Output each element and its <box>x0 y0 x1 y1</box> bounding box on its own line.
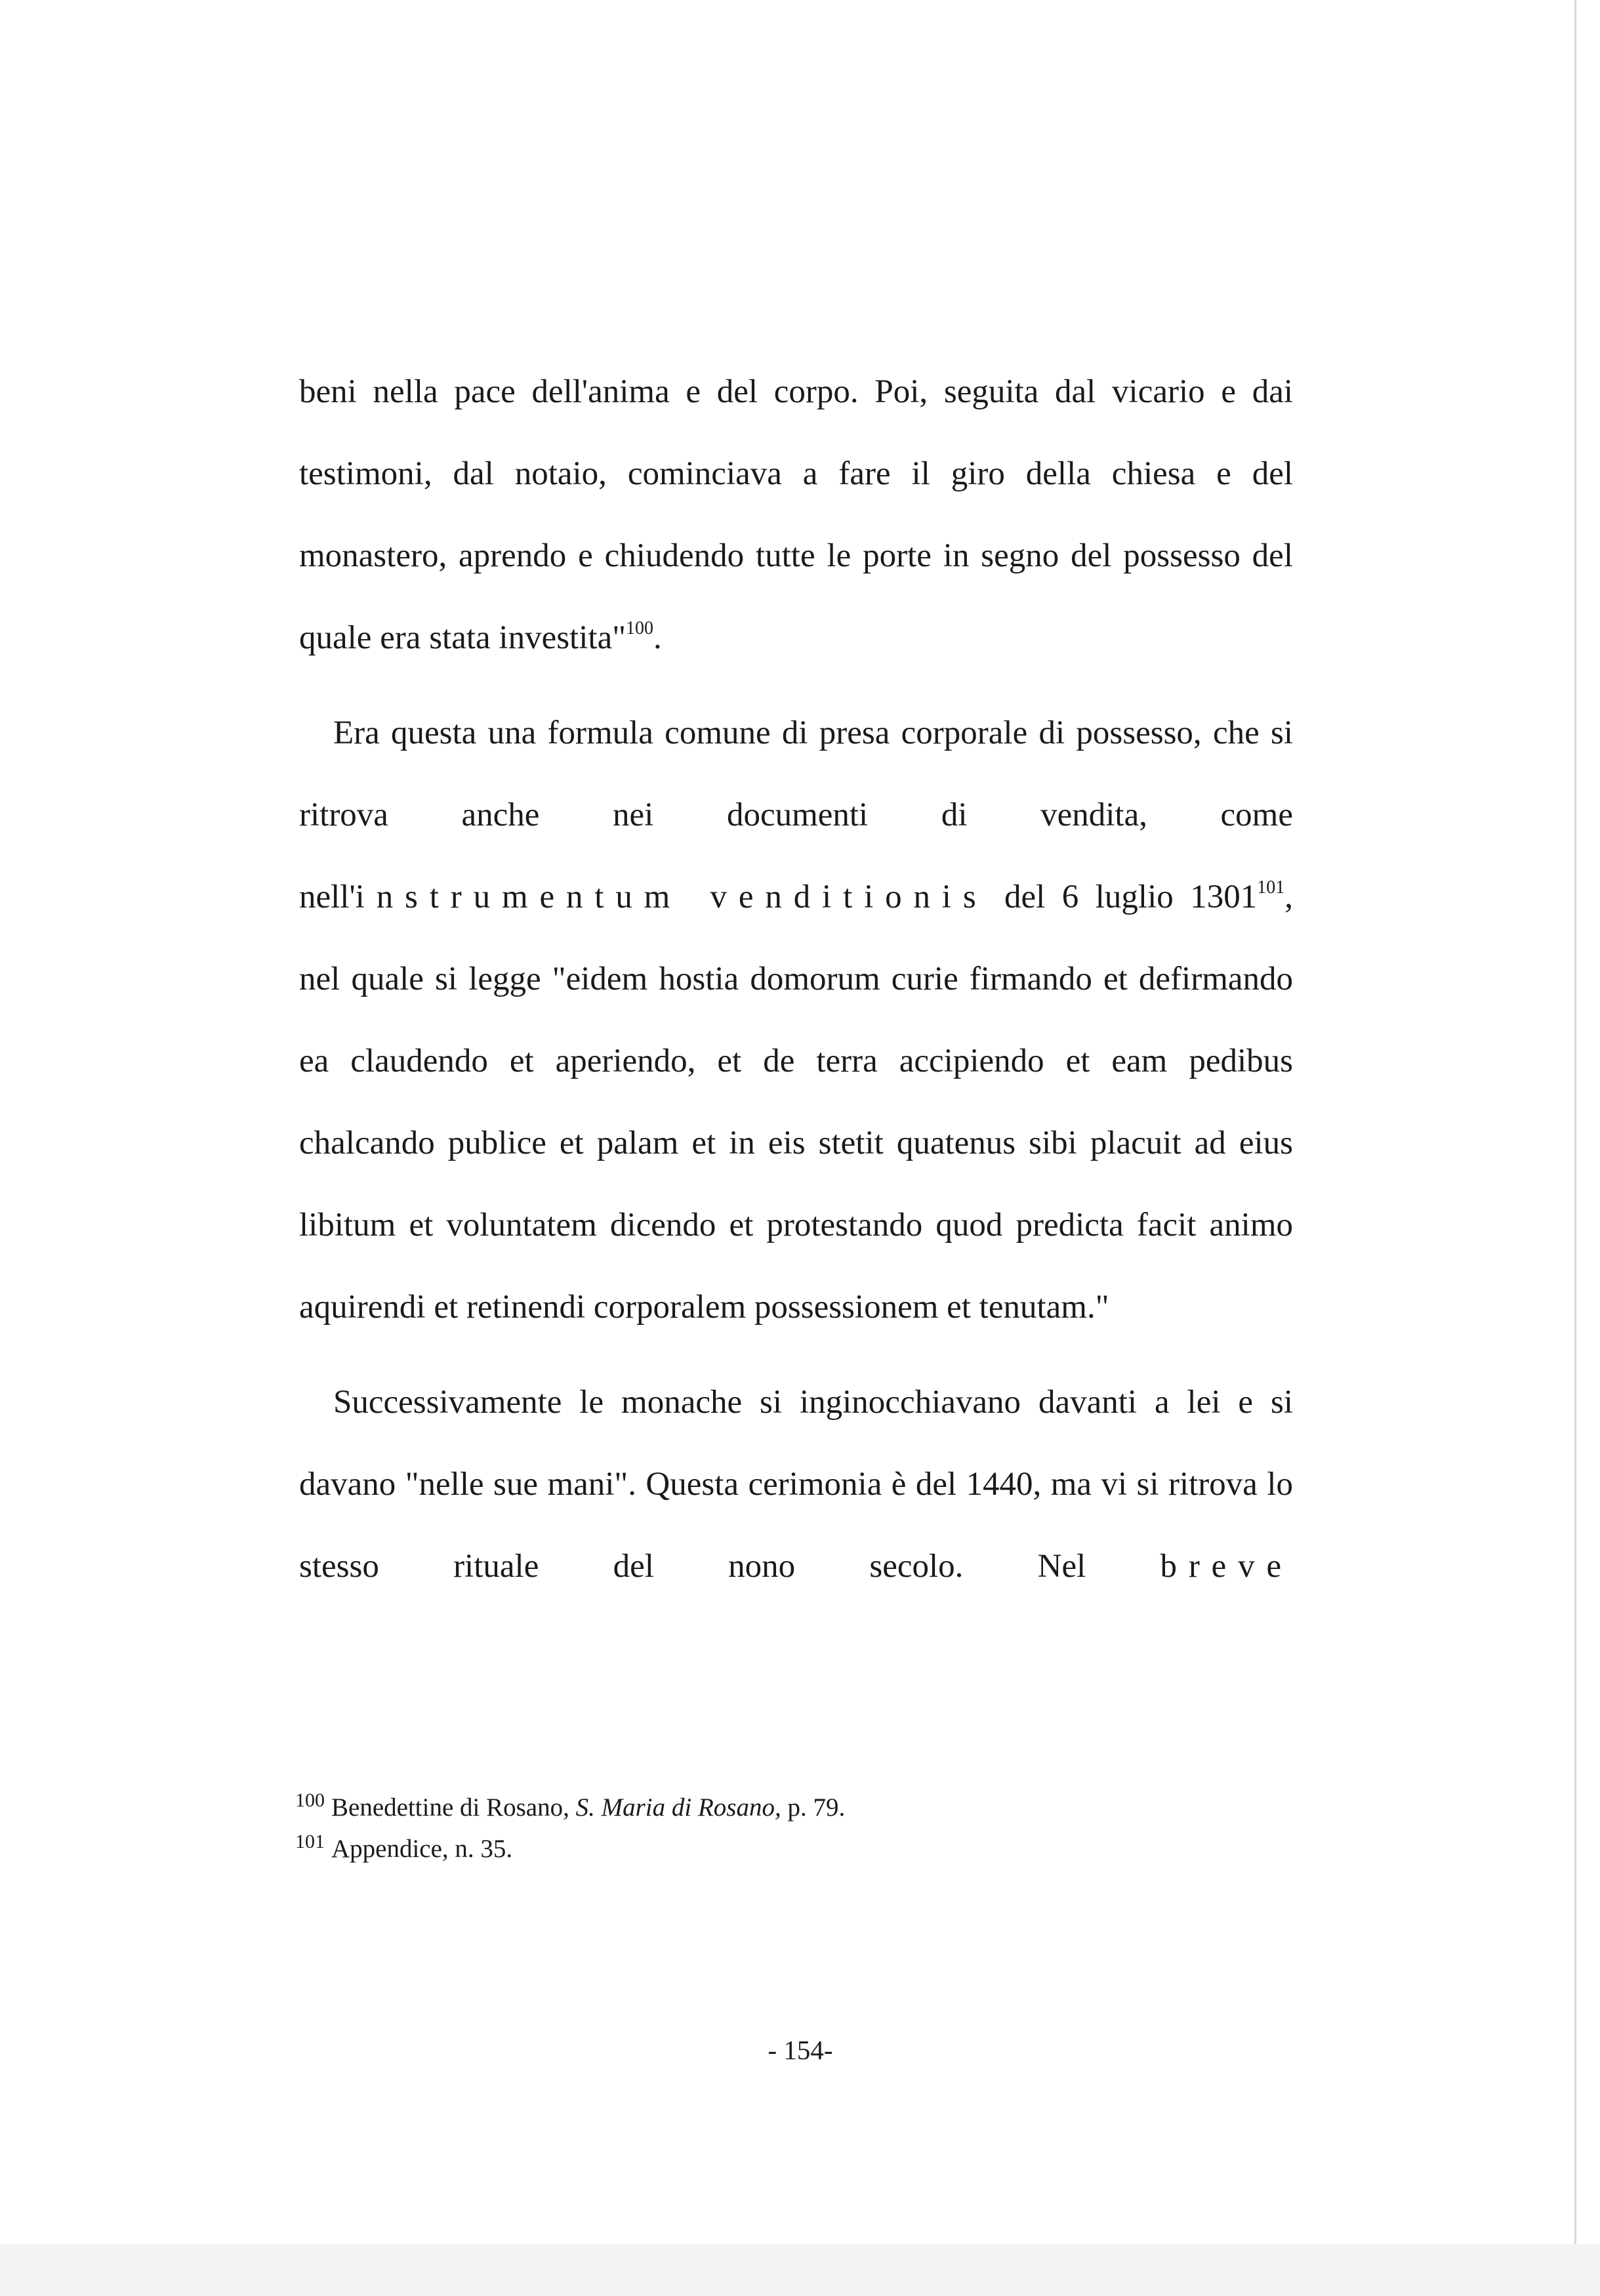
footnote-number: 101 <box>295 1831 325 1852</box>
page-bottom-margin <box>0 2244 1600 2296</box>
footnote-text: Benedettine di Rosano, <box>331 1793 576 1822</box>
footnote-text: Appendice, n. 35. <box>331 1835 513 1863</box>
footnote-ref-100[interactable]: 100 <box>626 618 654 638</box>
paragraph-2-after: del 6 luglio 1301 <box>987 879 1258 915</box>
paragraph-2-before: Era questa una formula comune di presa corporale di possesso, che si ritrova anche nei documenti di vendita, come nell' <box>299 715 1293 915</box>
paragraph-3-before: Successivamente le monache si inginocchiavano davanti a lei e si davano "nelle sue mani". Questa cerimonia è del 1440, ma vi si ritrova lo stesso rituale del nono secolo. Nel <box>299 1384 1293 1585</box>
footnote-ref-101[interactable]: 101 <box>1257 877 1285 898</box>
footnote-number: 100 <box>295 1789 325 1811</box>
footnote-title: S. Maria di Rosano, <box>575 1793 781 1822</box>
footnote-page: p. 79. <box>781 1793 846 1822</box>
footnote-100 <box>295 1784 1214 1825</box>
page-number: - 154- <box>768 2035 833 2065</box>
paragraph-1-end: . <box>653 619 662 656</box>
paragraph-3 <box>299 1362 1293 1608</box>
page-edge <box>1574 0 1576 2244</box>
paragraph-2 <box>299 692 1293 1348</box>
paragraph-3-spaced-term: breve <box>1160 1548 1293 1585</box>
paragraph-1-text: beni nella pace dell'anima e del corpo. Poi, seguita dal vicario e dai testimoni, dal notaio, cominciava a fare il giro della chiesa e del monastero, aprendo e chiudendo tutte le porte in segno del possesso del quale era stata investita" <box>299 373 1293 656</box>
footnote-101 <box>295 1825 1214 1866</box>
body-text <box>299 351 1293 1621</box>
paragraph-2-spaced-title: instrumentum venditionis <box>355 879 988 915</box>
footnotes <box>295 1784 1214 1866</box>
paragraph-2-rest: , nel quale si legge "eidem hostia domorum curie firmando et defirmando ea claudendo et aperiendo, et de terra accipiendo et eam pedibus chalcando publice et palam et in eis stetit quatenus sibi placuit ad eius libitum et voluntatem dicendo et protestando quod predicta facit animo aquirendi et retinendi corporalem possessionem et tenutam." <box>299 879 1293 1325</box>
paragraph-1 <box>299 351 1293 679</box>
